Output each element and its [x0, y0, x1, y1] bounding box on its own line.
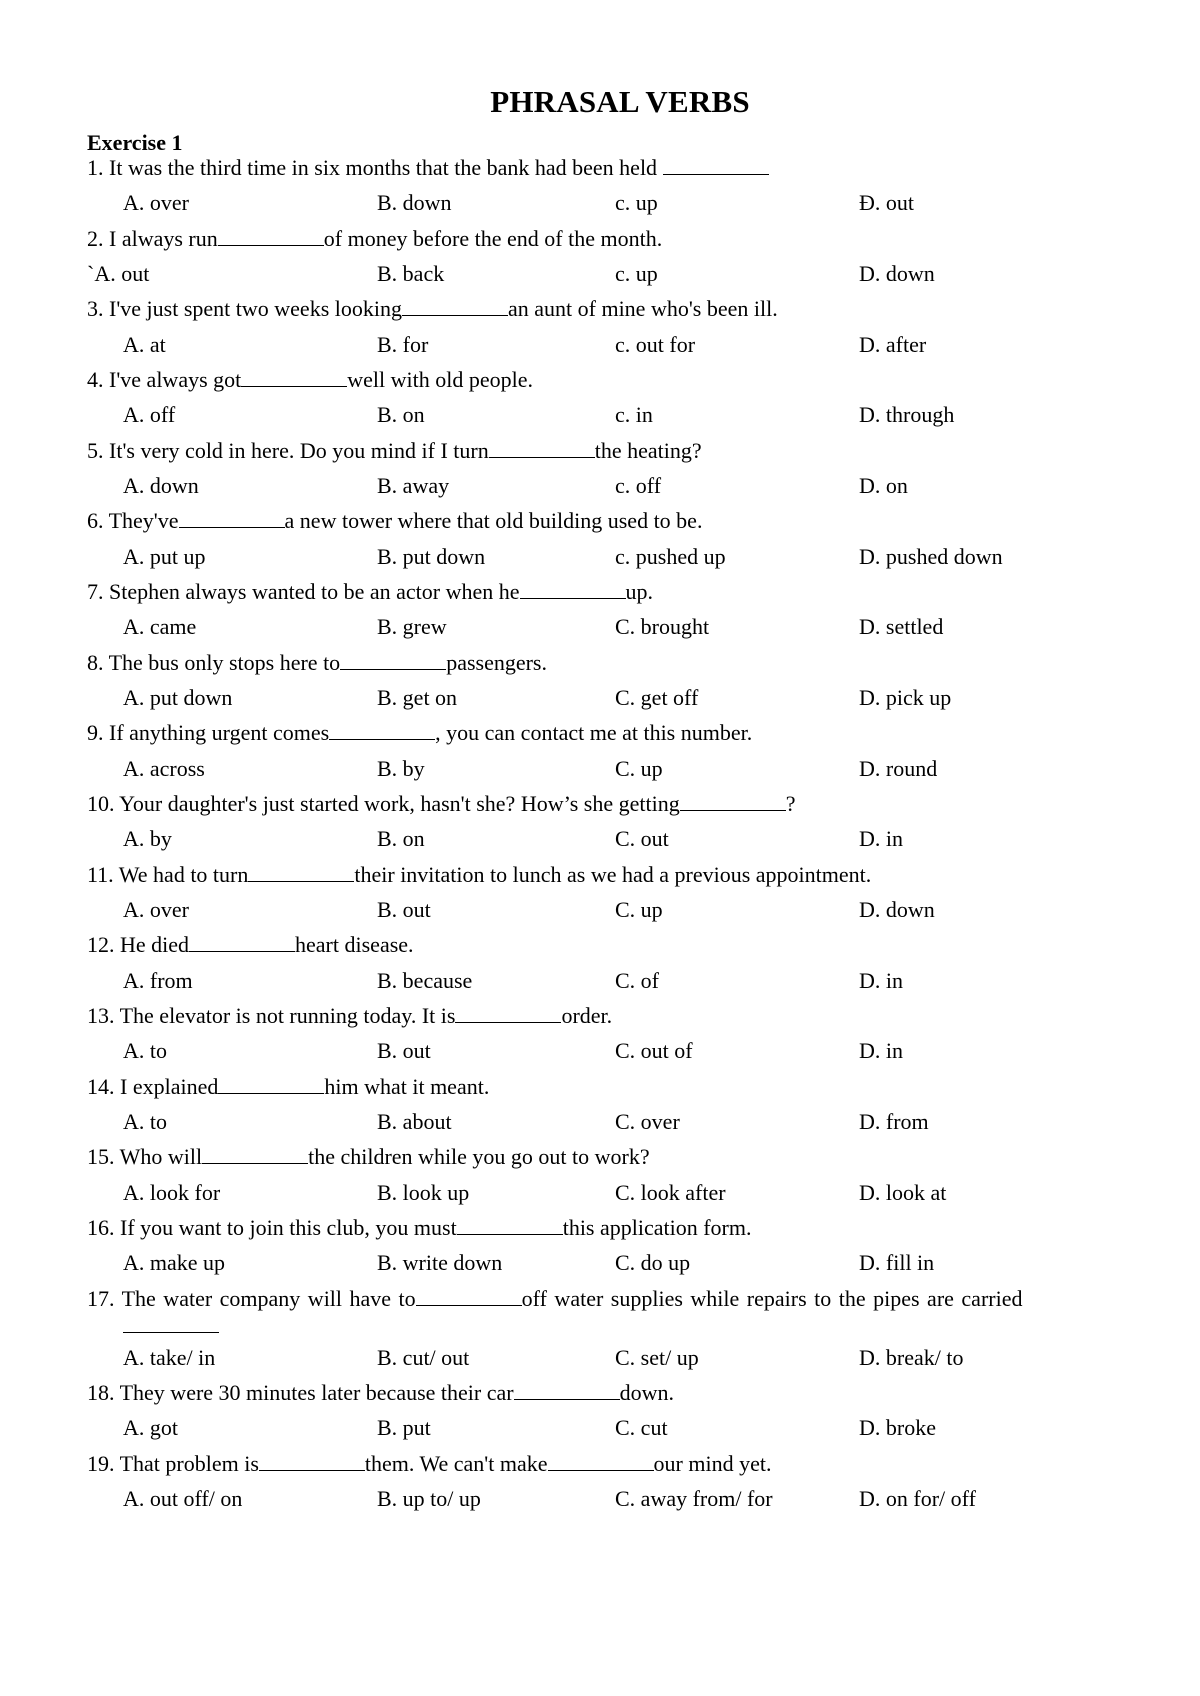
question-7: 7. Stephen always wanted to be an actor when he up. — [87, 579, 654, 604]
question-13: 13. The elevator is not running today. It is order. — [87, 1003, 613, 1028]
option-d: D. broke — [859, 1415, 936, 1440]
option-d: D. in — [859, 968, 903, 993]
option-c: C. out — [615, 826, 669, 851]
option-b: B. put — [377, 1415, 431, 1440]
option-a: A. got — [123, 1415, 178, 1440]
question-6: 6. They've a new tower where that old building used to be. — [87, 508, 703, 533]
option-b: B. cut/ out — [377, 1345, 470, 1370]
answer-blank — [514, 1381, 620, 1400]
option-c: c. up — [615, 261, 658, 286]
option-a: A. from — [123, 968, 193, 993]
exercise-heading: Exercise 1 — [87, 130, 183, 155]
question-18: 18. They were 30 minutes later because their car down. — [87, 1380, 674, 1405]
option-b: B. for — [377, 332, 429, 357]
option-d: D. after — [859, 332, 927, 357]
answer-blank — [680, 792, 786, 811]
option-c: c. pushed up — [615, 544, 726, 569]
option-d: D. round — [859, 756, 938, 781]
option-a: A. put up — [123, 544, 206, 569]
answer-blank — [218, 227, 324, 246]
option-d: D. pick up — [859, 685, 952, 710]
option-c: C. do up — [615, 1250, 691, 1275]
question-11: 11. We had to turn their invitation to lunch as we had a previous appointment. — [87, 862, 872, 887]
option-c: C. over — [615, 1109, 680, 1134]
option-b: B. by — [377, 756, 425, 781]
question-16: 16. If you want to join this club, you must this application form. — [87, 1215, 752, 1240]
question-1: 1. It was the third time in six months that the bank had been held — [87, 154, 769, 182]
option-d: D. pushed down — [859, 544, 1003, 569]
answer-blank — [663, 156, 769, 175]
option-c: C. cut — [615, 1415, 668, 1440]
option-d: D. break/ to — [859, 1345, 964, 1370]
option-b: B. get on — [377, 685, 458, 710]
option-c: C. up — [615, 756, 663, 781]
option-b: B. put down — [377, 544, 486, 569]
option-b: B. grew — [377, 614, 447, 639]
option-c: C. up — [615, 897, 663, 922]
option-b: B. look up — [377, 1180, 470, 1205]
option-a: A. over — [123, 897, 189, 922]
option-a: A. down — [123, 473, 199, 498]
option-a: A. by — [123, 826, 172, 851]
option-b: B. write down — [377, 1250, 503, 1275]
option-b: B. back — [377, 261, 445, 286]
option-c: C. look after — [615, 1180, 726, 1205]
answer-blank — [241, 368, 347, 387]
option-d: D. on — [859, 473, 908, 498]
option-a: A. over — [123, 190, 189, 215]
option-c: c. out for — [615, 332, 696, 357]
answer-blank — [259, 1452, 365, 1471]
answer-blank — [189, 933, 295, 952]
option-d: D. in — [859, 1038, 903, 1063]
answer-blank — [218, 1075, 324, 1094]
option-a: A. off — [123, 402, 176, 427]
question-19: 19. That problem is them. We can't make our mind yet. — [87, 1451, 772, 1476]
option-b: B. on — [377, 826, 425, 851]
option-c: C. of — [615, 968, 659, 993]
question-2: 2. I always run of money before the end of the month. — [87, 226, 663, 251]
answer-blank — [457, 1216, 563, 1235]
option-d: D. on for/ off — [859, 1486, 976, 1511]
option-a: `A. out — [87, 261, 150, 286]
option-b: B. out — [377, 1038, 431, 1063]
answer-blank — [329, 721, 435, 740]
option-d: D. fill in — [859, 1250, 935, 1275]
option-d: D. settled — [859, 614, 944, 639]
option-b: B. up to/ up — [377, 1486, 481, 1511]
question-15: 15. Who will the children while you go out to work? — [87, 1144, 650, 1169]
question-14: 14. I explained him what it meant. — [87, 1074, 490, 1099]
option-c: C. out of — [615, 1038, 693, 1063]
option-d: D. from — [859, 1109, 929, 1134]
option-b: B. because — [377, 968, 473, 993]
answer-blank — [520, 580, 626, 599]
question-8: 8. The bus only stops here to passengers. — [87, 650, 547, 675]
answer-blank — [340, 651, 446, 670]
answer-blank — [248, 863, 354, 882]
option-c: C. set/ up — [615, 1345, 699, 1370]
option-c: c. up — [615, 190, 658, 215]
option-d: D. down — [859, 261, 935, 286]
option-d: D. look at — [859, 1180, 947, 1205]
option-a: A. look for — [123, 1180, 221, 1205]
answer-blank — [489, 439, 595, 458]
answer-blank — [179, 509, 285, 528]
option-b: B. away — [377, 473, 450, 498]
option-c: C. get off — [615, 685, 699, 710]
question-12: 12. He died heart disease. — [87, 932, 414, 957]
option-c: C. away from/ for — [615, 1486, 773, 1511]
answer-blank — [202, 1145, 308, 1164]
option-a: A. to — [123, 1038, 167, 1063]
option-c: c. off — [615, 473, 662, 498]
question-3: 3. I've just spent two weeks looking an aunt of mine who's been ill. — [87, 296, 778, 321]
option-d: D. in — [859, 826, 903, 851]
answer-blank — [402, 297, 508, 316]
option-a: A. to — [123, 1109, 167, 1134]
option-a: A. take/ in — [123, 1345, 216, 1370]
option-d: D. through — [859, 402, 955, 427]
option-a: A. out off/ on — [123, 1486, 243, 1511]
option-c: C. brought — [615, 614, 710, 639]
option-b: B. about — [377, 1109, 452, 1134]
option-d: D. down — [859, 897, 935, 922]
option-c: c. in — [615, 402, 653, 427]
question-17: 17. The water company will have to off water supplies while repairs to the pipes are carried — [87, 1286, 1023, 1311]
option-b: B. on — [377, 402, 425, 427]
answer-blank — [455, 1004, 561, 1023]
option-a: A. make up — [123, 1250, 226, 1275]
answer-blank — [548, 1452, 654, 1471]
option-a: A. at — [123, 332, 166, 357]
option-a: A. came — [123, 614, 197, 639]
option-b: B. out — [377, 897, 431, 922]
option-a: A. put down — [123, 685, 233, 710]
question-4: 4. I've always got well with old people. — [87, 367, 534, 392]
question-5: 5. It's very cold in here. Do you mind if I turn the heating? — [87, 438, 702, 463]
question-10: 10. Your daughter's just started work, hasn't she? How’s she getting ? — [87, 791, 796, 816]
question-9: 9. If anything urgent comes , you can contact me at this number. — [87, 720, 753, 745]
answer-blank — [123, 1332, 219, 1333]
page-title: PHRASAL VERBS — [490, 84, 750, 119]
option-b: B. down — [377, 190, 452, 215]
option-a: A. across — [123, 756, 205, 781]
option-d: Đ. out — [859, 190, 914, 215]
answer-blank — [416, 1287, 522, 1306]
